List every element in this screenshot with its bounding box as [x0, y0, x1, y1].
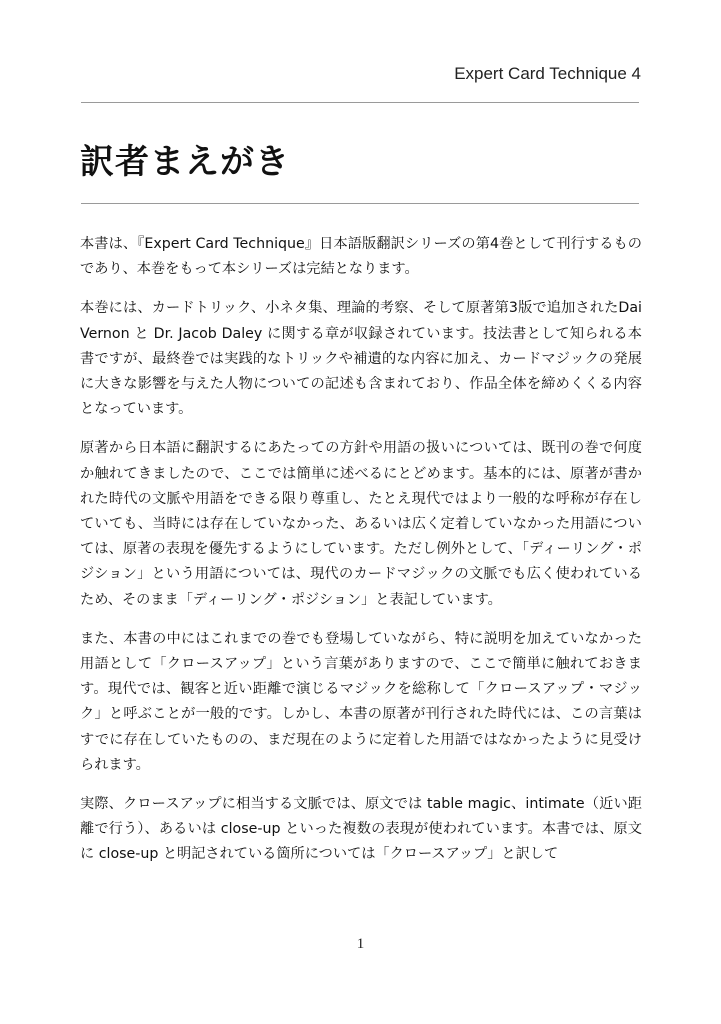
body-text — [80, 232, 642, 882]
title-divider — [81, 203, 639, 204]
header-divider — [81, 102, 639, 103]
paragraph: 本巻には、カードトリック、小ネタ集、理論的考察、そして原著第3版で追加されたDai Vernon と Dr. Jacob Daley に関する章が収録されています。技法書として知られる本書ですが、最終巻では実践的なトリックや補遺的な内容に加え、カードマジックの発展に大きな影響を与えた人物についての記述も含まれており、作品全体を締めくくる内容となっています。 — [80, 300, 642, 418]
paragraph: 本書は、『Expert Card Technique』日本語版翻訳シリーズの第4巻として刊行するものであり、本巻をもって本シリーズは完結となります。 — [80, 236, 642, 278]
paragraph: また、本書の中にはこれまでの巻でも登場していながら、特に説明を加えていなかった用語として「クロースアップ」という言葉がありますので、ここで簡単に触れておきます。現代では、観客と近い距離で演じるマジックを総称して「クロースアップ・マジック」と呼ぶことが一般的です。しかし、本書の原著が刊行された時代には、この言葉はすでに存在していたものの、まだ現在のように定着した用語ではなかったように見受けられます。 — [80, 630, 642, 773]
page-title: 訳者まえがき — [80, 142, 290, 182]
paragraph: 実際、クロースアップに相当する文脈では、原文では table magic、intimate（近い距離で行う）、あるいは close-up といった複数の表現が使われています。本書では、原文に close-up と明記されている箇所については「クロースアップ」と訳して — [80, 796, 642, 863]
page-number: 1 — [356, 936, 365, 952]
running-header: Expert Card Technique 4 — [454, 64, 641, 83]
paragraph: 原著から日本語に翻訳するにあたっての方針や用語の扱いについては、既刊の巻で何度か触れてきましたので、ここでは簡単に述べるにとどめます。基本的には、原著が書かれた時代の文脈や用語をできる限り尊重し、たとえ現代ではより一般的な呼称が存在していても、当時には存在していなかった、あるいは広く定着していなかった用語については、原著の表現を優先するようにしています。ただし例外として、「ディーリング・ポジション」という用語については、現代のカードマジックの文脈でも広く使われているため、そのまま「ディーリング・ポジション」と表記しています。 — [80, 440, 642, 608]
